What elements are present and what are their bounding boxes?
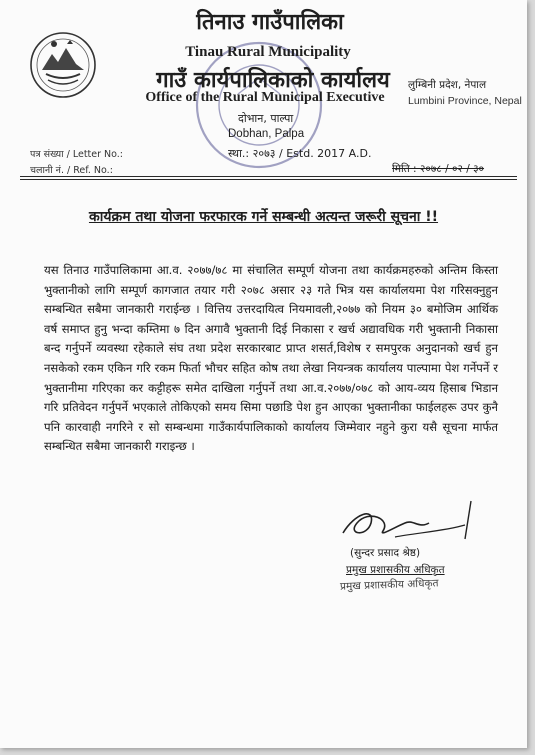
notice-body: यस तिनाउ गाउँपालिकामा आ.व. २०७७/७८ मा संचालित सम्पूर्ण योजना तथा कार्यक्रमहरुको अन्तिम किस्ता भुक्तानीको लागि सम्पूर्ण कागजात तयार गरी २०७८ असार २३ गते भित्र यस कार्यालयमा पेश गरिसक्नुहुन सम्बन्धित सबैमा जानकारी गराईन्छ । वित्तिय उत्तरदायित्व नियमावली,२०७७ को नियम ३० बमोजिम आर्थिक वर्ष समाप्त हुनु भन्दा कम्तिमा ७ दिन अगावै भुक्तानी दिई निकासा र खर्च अद्यावधिक गरी भुक्तानी निकासा बन्द गर्नुपर्ने व्यवस्था रहेकाले संघ तथा प्रदेश सरकारबाट प्राप्त शसर्त,विशेष र समपुरक अनुदानको खर्च हुन नसकेको रकम एकिन गरि रकम फिर्ता भौचर सहित कोष तथा लेखा नियन्त्रक कार्यालय पाल्पामा पेश गर्नेपर्ने र भुक्तानीमा गरिएका कर कट्टीहरू समेत दाखिला गर्नुपर्ने तथा आ.व.२०७७/०७८ को आय-व्यय हिसाब भिडान गरि प्रतिवेदन गर्नुपर्ने भएकाले तोकिएको समय सिमा पछाडि पेश हुन आएका भुक्तानीका फाईलहरू उपर कुनै पनि कारवाही नगरिने र सो सम्बन्धमा गाउँकार्यपालिकाको कार्यालय जिम्मेवार नहुने कुरा यसै सूचना मार्फत सम्बन्धित सबैमा जानकारी गराइन्छ । (44, 263, 498, 454)
district-en: Dobhan, Palpa (228, 128, 305, 140)
letter-number-label: पत्र संख्या / Letter No.: (30, 149, 124, 160)
header-divider-top (20, 176, 517, 177)
municipality-name-en: Tinau Rural Municipality (185, 44, 351, 60)
signatory-name: (सुन्दर प्रसाद श्रेष्ठ) (350, 547, 421, 559)
signatory-title: प्रमुख प्रशासकीय अधिकृत (346, 564, 445, 576)
municipality-name-np: तिनाउ गाउँपालिका (196, 10, 344, 35)
municipality-emblem-icon (28, 30, 98, 100)
notice-title: कार्यक्रम तथा योजना फरफारक गर्ने सम्बन्धी अत्यन्त जरूरी सूचना !! (88, 209, 439, 225)
handwritten-signature-icon (335, 493, 495, 551)
office-name-np: गाउँ कार्यपालिकाको कार्यालय (156, 68, 390, 93)
signatory-title-stamp: प्रमुख प्रशासकीय अधिकृत (339, 577, 439, 593)
established-year: स्था.: २०७३ / Estd. 2017 A.D. (228, 147, 372, 160)
header-divider-bottom (20, 179, 517, 180)
province-np: लुम्बिनी प्रदेश, नेपाल (408, 79, 487, 91)
district-np: दोभान, पाल्पा (238, 112, 294, 125)
date-label: मिति : २०७८ / ०२ / ३० (392, 163, 485, 175)
reference-number-label: चलानी नं. / Ref. No.: (30, 165, 113, 176)
province-en: Lumbini Province, Nepal (408, 95, 522, 107)
office-name-en: Office of the Rural Municipal Executive (145, 90, 385, 105)
